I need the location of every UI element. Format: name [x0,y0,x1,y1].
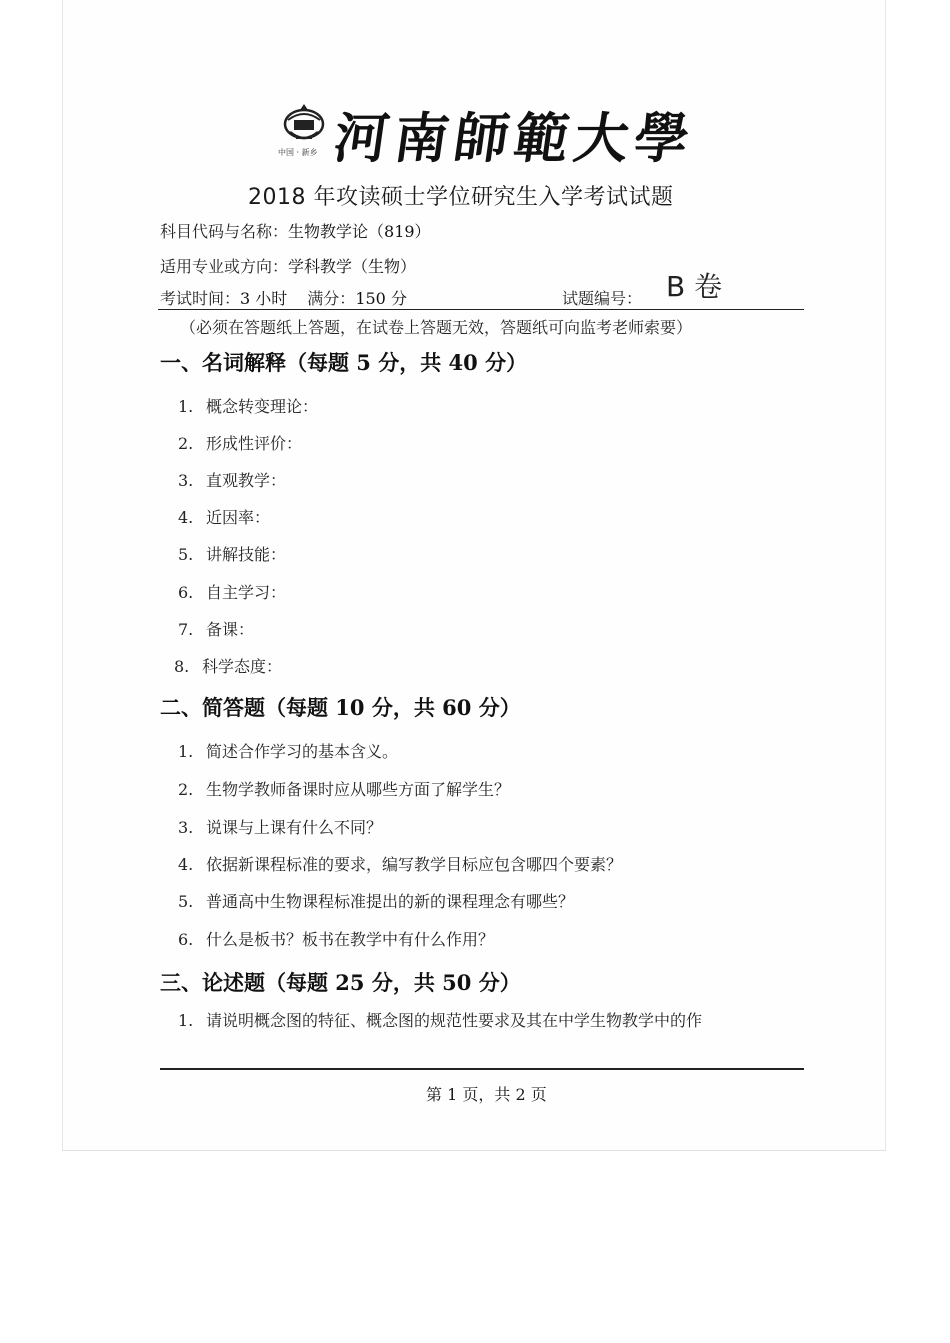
question-item: 4. 依据新课程标准的要求，编写教学目标应包含哪四个要素？ [178,855,623,874]
question-item: 3. 直观教学： [178,471,287,490]
section-title: 三、论述题（每题 25 分，共 50 分） [160,970,521,995]
question-item: 1. 概念转变理论： [178,397,319,416]
logo-caption: 中国 · 新乡 [278,148,318,157]
question-item: 7. 备课： [178,620,255,639]
question-item: 6. 什么是板书？板书在教学中有什么作用？ [178,930,495,949]
question-item: 3. 说课与上课有什么不同？ [178,818,383,837]
major-value: 学科教学（生物） [288,257,417,276]
section-title: 一、名词解释（每题 5 分，共 40 分） [160,350,528,375]
university-name: 河南師範大學 [330,106,700,170]
time-label: 考试时间： [160,289,241,308]
header-divider [158,309,804,310]
paper-code: B 卷 [666,270,723,303]
question-item: 6. 自主学习： [178,583,287,602]
question-item: 2. 生物学教师备课时应从哪些方面了解学生？ [178,780,511,799]
question-item: 1. 简述合作学习的基本含义。 [178,742,399,761]
major-label: 适用专业或方向： [160,257,289,276]
question-item: 5. 讲解技能： [178,545,287,564]
paper-code-label: 试题编号： [562,289,643,308]
exam-title: 2018 年攻读硕士学位研究生入学考试试题 [248,185,674,210]
section-title: 二、简答题（每题 10 分，共 60 分） [160,695,521,720]
major-row [160,254,416,277]
footer-divider [160,1068,804,1070]
score-label: 满分： [307,289,356,308]
time-score-row [160,286,407,309]
subject-value: 生物教学论（819） [288,222,431,241]
question-item: 2. 形成性评价： [178,434,303,453]
page-number: 第 1 页，共 2 页 [426,1085,547,1104]
subject-label: 科目代码与名称： [160,222,289,241]
question-item: 1. 请说明概念图的特征、概念图的规范性要求及其在中学生物教学中的作 [178,1011,703,1030]
question-item: 4. 近因率： [178,508,271,527]
question-item: 8. 科学态度： [174,657,283,676]
time-value: 3 小时 [240,289,288,308]
question-item: 5. 普通高中生物课程标准提出的新的课程理念有哪些？ [178,892,575,911]
score-value: 150 分 [355,289,407,308]
subject-row [160,219,431,242]
answer-notice: （必须在答题纸上答题，在试卷上答题无效，答题纸可向监考老师索要） [180,318,693,337]
